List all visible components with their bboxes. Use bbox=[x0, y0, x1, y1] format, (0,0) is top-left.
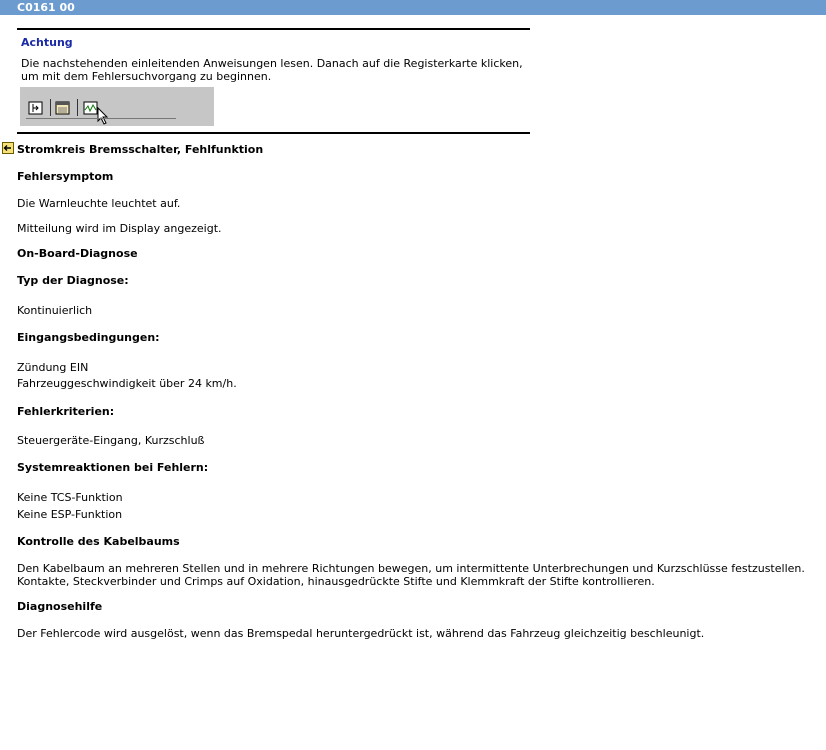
diagnosis-type-heading: Typ der Diagnose: bbox=[17, 274, 129, 287]
criteria-value: Steuergeräte-Eingang, Kurzschluß bbox=[17, 434, 205, 447]
procedure-tab-icon bbox=[28, 101, 43, 115]
toolbar-illustration bbox=[20, 87, 214, 126]
symptom-line: Die Warnleuchte leuchtet auf. bbox=[17, 197, 181, 210]
condition-line: Fahrzeuggeschwindigkeit über 24 km/h. bbox=[17, 377, 237, 390]
document-tab-icon bbox=[55, 101, 70, 115]
symptom-heading: Fehlersymptom bbox=[17, 170, 114, 183]
help-text: Der Fehlercode wird ausgelöst, wenn das Bremspedal heruntergedrückt ist, während das Fahrzeug gleichzeitig beschleunigt. bbox=[17, 627, 705, 640]
harness-text: Den Kabelbaum an mehreren Stellen und in mehrere Richtungen bewegen, um intermittente Unterbrechungen und Kurzschlüsse festzustellen. Kontakte, Steckverbinder und Crimps auf Oxidation, hinausgedrückte Stifte und Klemmkraft der Stifte kontrollieren. bbox=[17, 562, 805, 588]
page-title bbox=[17, 143, 263, 156]
diagnosis-type-value: Kontinuierlich bbox=[17, 304, 93, 317]
condition-line: Zündung EIN bbox=[17, 361, 89, 374]
criteria-heading: Fehlerkriterien: bbox=[17, 405, 115, 418]
toolbar-separator bbox=[50, 99, 51, 116]
waveform-tab-icon bbox=[83, 101, 98, 115]
notice-title: Achtung bbox=[21, 36, 73, 49]
attention-notice bbox=[17, 28, 530, 134]
reaction-line: Keine TCS-Funktion bbox=[17, 491, 123, 504]
dtc-code-header: C0161 00 bbox=[0, 0, 826, 15]
help-heading: Diagnosehilfe bbox=[17, 600, 103, 613]
symptom-line: Mitteilung wird im Display angezeigt. bbox=[17, 222, 222, 235]
page-title-text: Stromkreis Bremsschalter, Fehlfunktion bbox=[17, 143, 264, 156]
conditions-heading: Eingangsbedingungen: bbox=[17, 331, 160, 344]
reactions-heading: Systemreaktionen bei Fehlern: bbox=[17, 461, 209, 474]
back-arrow-icon[interactable] bbox=[2, 142, 14, 154]
obd-heading: On-Board-Diagnose bbox=[17, 247, 138, 260]
harness-heading: Kontrolle des Kabelbaums bbox=[17, 535, 180, 548]
toolbar-underline bbox=[26, 118, 176, 119]
notice-text: Die nachstehenden einleitenden Anweisungen lesen. Danach auf die Registerkarte klicken, um mit dem Fehlersuchvorgang zu beginnen. bbox=[21, 57, 523, 83]
reaction-line: Keine ESP-Funktion bbox=[17, 508, 123, 521]
toolbar-separator bbox=[77, 99, 78, 116]
mouse-cursor-icon bbox=[97, 107, 110, 125]
